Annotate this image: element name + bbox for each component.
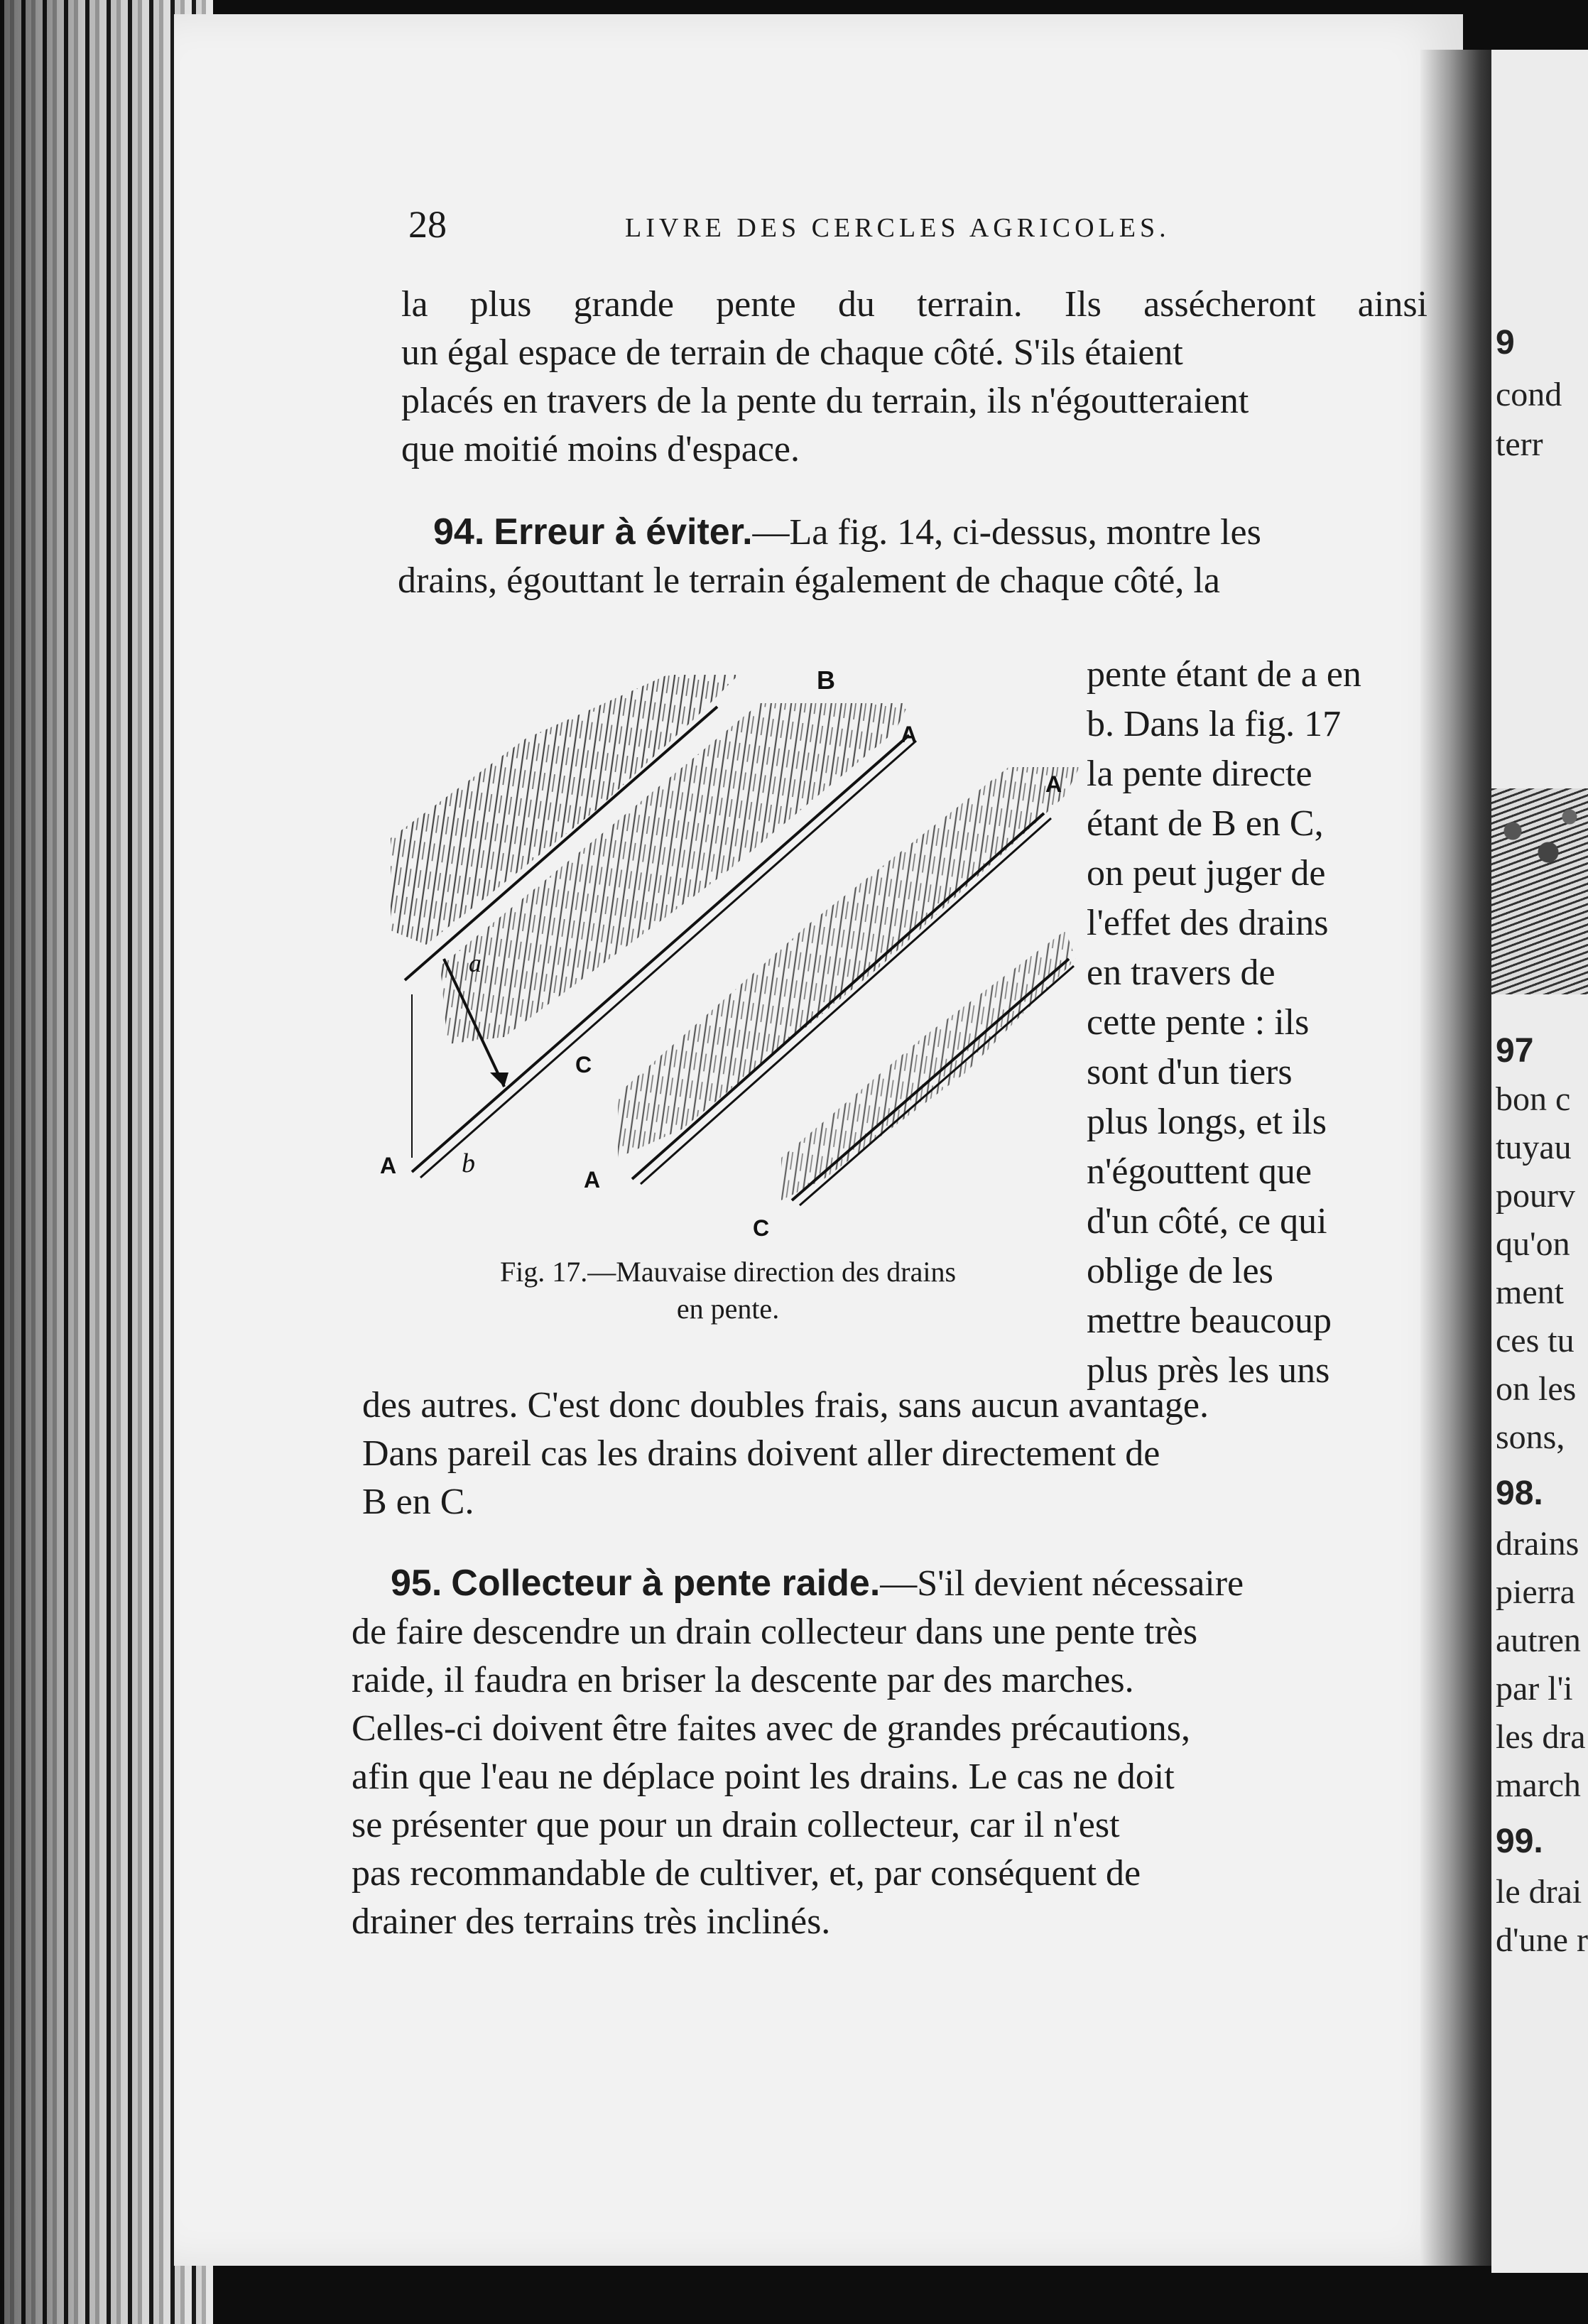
next-fragment: 99.: [1496, 1823, 1543, 1860]
fig-label: A: [584, 1167, 601, 1193]
section-94-continuation: [362, 1381, 1410, 1526]
intro-paragraph: [401, 281, 1427, 474]
next-fragment: d'une r: [1496, 1921, 1588, 1959]
side-line: b. Dans la fig. 17: [1087, 704, 1342, 744]
next-fragment: drains: [1496, 1525, 1579, 1563]
next-fragment: sons,: [1496, 1418, 1565, 1456]
text-line: placés en travers de la pente du terrain, ils n'égoutteraient: [401, 381, 1249, 421]
side-line: la pente directe: [1087, 754, 1312, 794]
text-line: que moitié moins d'espace.: [401, 429, 800, 469]
next-fragment: par l'i: [1496, 1670, 1573, 1707]
side-line: oblige de les: [1087, 1251, 1273, 1291]
section-number: 95.: [391, 1563, 442, 1604]
side-line: mettre beaucoup: [1087, 1301, 1332, 1341]
caption-line: Fig. 17.—Mauvaise direction des drains: [499, 1256, 957, 1288]
fig-label: A: [380, 1153, 397, 1178]
side-line: sont d'un tiers: [1087, 1052, 1293, 1092]
next-page-strip: [1491, 50, 1588, 2273]
text-line: un égal espace de terrain de chaque côté. S'ils étaient: [401, 332, 1183, 373]
text-line: Celles-ci doivent être faites avec de grandes précautions,: [352, 1708, 1191, 1749]
text-line: drainer des terrains très inclinés.: [352, 1901, 831, 1942]
text-line: se présenter que pour un drain collecteur, car il n'est: [352, 1805, 1120, 1845]
side-line: on peut juger de: [1087, 853, 1326, 894]
side-line: pente étant de a en: [1087, 654, 1361, 695]
running-title: LIVRE DES CERCLES AGRICOLES.: [625, 213, 1170, 243]
next-fragment: cond: [1496, 376, 1562, 413]
figure-17-drains-illustration: [380, 661, 1079, 1264]
next-fragment: tuyau: [1496, 1129, 1572, 1166]
text-line: Dans pareil cas les drains doivent aller directement de: [362, 1433, 1160, 1474]
fig-label: B: [817, 666, 835, 695]
side-line: plus longs, et ils: [1087, 1102, 1327, 1142]
text-line: B en C.: [362, 1482, 474, 1522]
next-fragment: 98.: [1496, 1475, 1543, 1512]
next-fragment: qu'on: [1496, 1225, 1570, 1263]
next-fragment: pierra: [1496, 1573, 1575, 1611]
next-fragment: 97: [1496, 1032, 1534, 1070]
next-fragment: 9: [1496, 324, 1515, 362]
side-line: d'un côté, ce qui: [1087, 1201, 1327, 1242]
section-95-first-line: [352, 1559, 1410, 1608]
text-line: drains, égouttant le terrain également de chaque côté, la: [398, 560, 1220, 601]
next-fragment: le drai: [1496, 1873, 1582, 1911]
section-heading: Erreur à éviter.: [494, 511, 753, 553]
figure-side-text: [1087, 650, 1427, 1396]
side-line: l'effet des drains: [1087, 903, 1329, 943]
section-heading: Collecteur à pente raide.: [451, 1563, 881, 1604]
side-line: n'égouttent que: [1087, 1151, 1312, 1192]
drain-line: [800, 966, 1074, 1205]
next-fragment: pourv: [1496, 1177, 1575, 1215]
fig-label: b: [462, 1149, 475, 1178]
next-page-illustration: [1491, 788, 1588, 994]
next-fragment: les dra: [1496, 1718, 1586, 1756]
fig-label: a: [469, 949, 482, 977]
section-94-first-line: [398, 508, 1427, 557]
section-text: —La fig. 14, ci-dessus, montre les: [752, 512, 1261, 553]
text-line: afin que l'eau ne déplace point les drains. Le cas ne doit: [352, 1756, 1175, 1797]
next-fragment: autren: [1496, 1622, 1581, 1659]
side-line: en travers de: [1087, 952, 1276, 993]
text-line: la plus grande pente du terrain. Ils assécheront ainsi: [401, 284, 1427, 325]
side-line: étant de B en C,: [1087, 803, 1324, 844]
side-line: cette pente : ils: [1087, 1002, 1310, 1043]
next-fragment: ces tu: [1496, 1322, 1575, 1359]
figure-caption: [408, 1254, 1048, 1327]
section-text: —S'il devient nécessaire: [880, 1563, 1244, 1604]
next-fragment: terr: [1496, 425, 1543, 463]
caption-line: en pente.: [676, 1293, 780, 1325]
next-fragment: ment: [1496, 1274, 1564, 1311]
section-94: [398, 508, 1427, 605]
fig-label: A: [901, 722, 918, 747]
text-line: des autres. C'est donc doubles frais, sans aucun avantage.: [362, 1385, 1209, 1426]
section-number: 94.: [433, 511, 485, 553]
text-line: de faire descendre un drain collecteur dans une pente très: [352, 1612, 1198, 1652]
arrowhead: [490, 1073, 509, 1087]
text-line: raide, il faudra en briser la descente par des marches.: [352, 1660, 1134, 1700]
fig-label: A: [1045, 771, 1062, 797]
page-number: 28: [408, 203, 447, 246]
next-fragment: bon c: [1496, 1080, 1571, 1118]
text-line: pas recommandable de cultiver, et, par conséquent de: [352, 1853, 1141, 1894]
section-95: [352, 1559, 1410, 1946]
fig-label: C: [753, 1215, 770, 1241]
next-fragment: on les: [1496, 1370, 1577, 1408]
fig-label: C: [575, 1052, 592, 1077]
next-fragment: march: [1496, 1766, 1581, 1804]
side-line: plus près les uns: [1087, 1350, 1330, 1391]
